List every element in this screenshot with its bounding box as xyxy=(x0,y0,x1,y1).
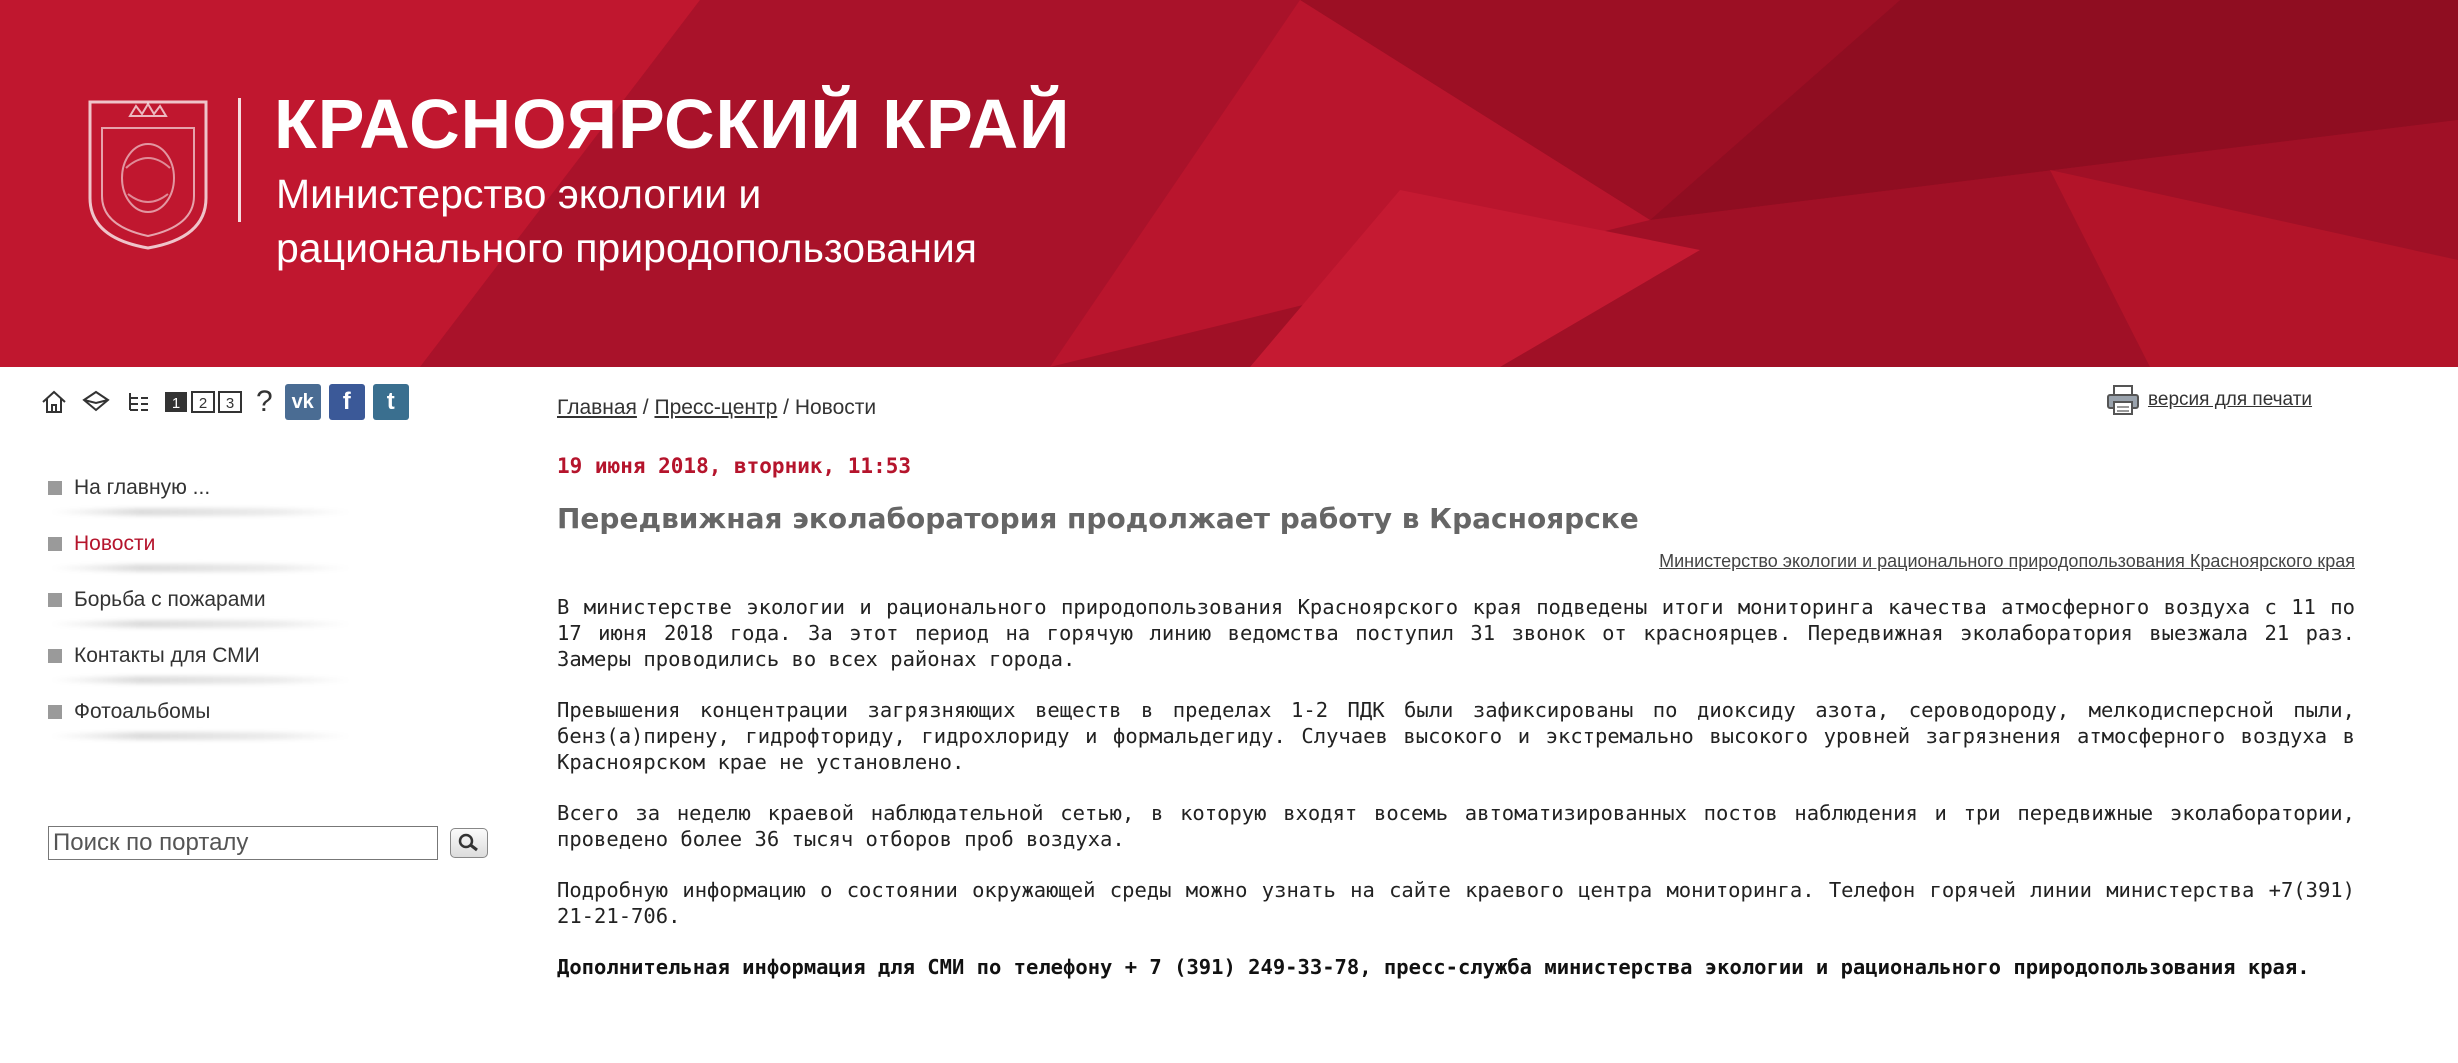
help-icon[interactable]: ? xyxy=(256,385,273,418)
ministry-name-line1: Министерство экологии и xyxy=(276,171,762,217)
sidebar-item-media-contacts[interactable] xyxy=(44,628,354,684)
print-version xyxy=(2106,384,2312,416)
sidebar-item-label: Борьба с пожарами xyxy=(74,588,266,611)
media-contact-note: Дополнительная информация для СМИ по телефону + 7 (391) 249-33-78, пресс-служба министерства экологии и рационального природопользования края. xyxy=(557,955,2310,979)
text-size-1: 1 xyxy=(171,395,181,412)
bullet-icon xyxy=(48,705,62,719)
article-paragraph: Превышения концентрации загрязняющих веществ в пределах 1-2 ПДК были зафиксированы по диоксиду азота, сероводороду, мелкодисперсной пыли, бенз(а)пирену, гидрофториду, гидрохлориду и формальдегиду. Случаев высокого и экстремально высокого уровней загрязнения атмосферного воздуха в Красноярском крае не установлено. xyxy=(557,698,2355,774)
search-button[interactable] xyxy=(450,828,488,858)
article-paragraph: Всего за неделю краевой наблюдательной сетью, в которую входят восемь автоматизированных постов наблюдения и три передвижные эколаборатории, проведено более 36 тысяч отборов проб воздуха. xyxy=(557,801,2355,851)
ministry-name-line2: рационального природопользования xyxy=(276,225,977,271)
menu-shadow xyxy=(48,620,354,628)
text-size-icon[interactable] xyxy=(164,389,244,415)
coat-of-arms-icon xyxy=(86,98,210,250)
toolbar xyxy=(40,380,417,424)
text-size-2: 2 xyxy=(198,395,208,412)
breadcrumb-home-link[interactable]: Главная xyxy=(557,396,637,419)
facebook-icon[interactable]: f xyxy=(329,384,365,420)
article-paragraph: В министерстве экологии и рационального природопользования Красноярского края подведены итоги мониторинга качества атмосферного воздуха с 11 по 17 июня 2018 года. За этот период на горячую линию ведомства поступил 31 звонок от красноярцев. Передвижная эколаборатория выезжала 21 раз. Замеры проводились во всех районах города. xyxy=(557,595,2355,671)
menu-shadow xyxy=(48,732,354,740)
sidebar-item-label: Фотоальбомы xyxy=(74,700,211,723)
header-divider xyxy=(238,98,241,222)
bullet-icon xyxy=(48,481,62,495)
region-title: КРАСНОЯРСКИЙ КРАЙ xyxy=(274,85,1071,163)
sidebar-item-news[interactable] xyxy=(44,516,354,572)
breadcrumb-separator: / xyxy=(642,396,649,419)
sidebar-item-label: На главную ... xyxy=(74,476,211,499)
email-icon[interactable] xyxy=(80,388,112,416)
printer-icon[interactable] xyxy=(2106,384,2140,416)
site-header xyxy=(0,0,2458,367)
news-date: 19 июня 2018, вторник, 11:53 xyxy=(557,454,912,478)
sidebar-item-label: Новости xyxy=(74,532,156,555)
sidebar-item-fires[interactable] xyxy=(44,572,354,628)
breadcrumb xyxy=(557,396,876,420)
menu-shadow xyxy=(48,564,354,572)
bullet-icon xyxy=(48,537,62,551)
breadcrumb-press-center-link[interactable]: Пресс-центр xyxy=(654,396,778,419)
bullet-icon xyxy=(48,593,62,607)
text-size-3: 3 xyxy=(225,395,235,412)
news-source-link[interactable]: Министерство экологии и рационального природопользования Красноярского края xyxy=(1659,551,2355,571)
news-title: Передвижная эколаборатория продолжает работу в Красноярске xyxy=(557,502,1639,535)
menu-shadow xyxy=(48,676,354,684)
sidebar-item-label: Контакты для СМИ xyxy=(74,644,260,667)
article-paragraph: Подробную информацию о состоянии окружающей среды можно узнать на сайте краевого центра мониторинга. Телефон горячей линии министерства +7(391) 21-21-706. xyxy=(557,878,2355,928)
sidebar-item-home[interactable] xyxy=(44,460,354,516)
sitemap-icon[interactable] xyxy=(124,388,152,416)
print-version-link[interactable]: версия для печати xyxy=(2148,389,2313,410)
home-icon[interactable] xyxy=(40,388,68,416)
sidebar-item-photo-albums[interactable] xyxy=(44,684,354,740)
portal-search xyxy=(48,826,488,860)
sidebar-menu xyxy=(44,460,354,740)
vk-icon[interactable]: vk xyxy=(285,384,321,420)
search-input[interactable] xyxy=(48,826,438,860)
menu-shadow xyxy=(48,508,354,516)
article-body xyxy=(557,594,2355,1005)
bullet-icon xyxy=(48,649,62,663)
tumblr-icon[interactable]: t xyxy=(373,384,409,420)
breadcrumb-current: Новости xyxy=(794,396,877,419)
search-icon xyxy=(456,832,482,854)
breadcrumb-separator: / xyxy=(783,396,789,419)
